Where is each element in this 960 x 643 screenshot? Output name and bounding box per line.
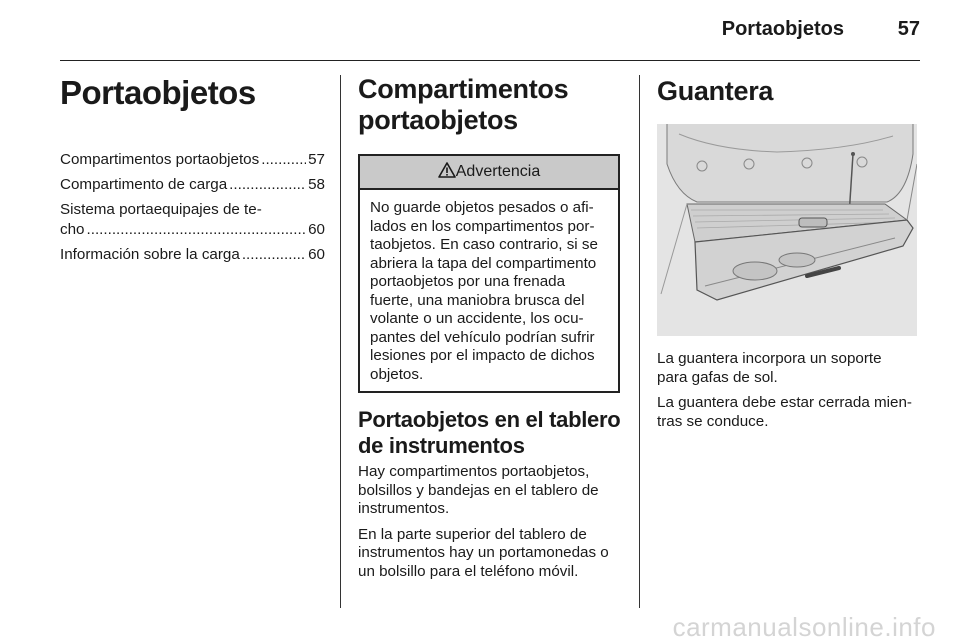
watermark: carmanualsonline.info [672, 612, 936, 642]
toc-entry-label[interactable]: Compartimento de carga [60, 176, 228, 193]
glovebox-drawing [657, 124, 917, 336]
toc-leader-dots [242, 245, 306, 265]
toc-leader-dots [261, 150, 306, 170]
paragraph [657, 350, 922, 387]
text-line: portaobjetos por una frenada [370, 273, 566, 290]
text-line: La guantera debe estar cerrada mien- [657, 394, 912, 411]
toc-entry-label-line1[interactable]: Sistema portaequipajes de te- [60, 201, 262, 218]
subsection-title [358, 407, 638, 459]
toc-entry-page[interactable]: 58 [308, 176, 325, 193]
text-line: un bolsillo para el teléfono móvil. [358, 562, 579, 580]
warning-box [358, 154, 620, 393]
toc-entry[interactable] [60, 175, 325, 195]
warning-header [360, 156, 618, 190]
toc-entry[interactable] [60, 150, 325, 170]
text-line: lados en los compartimentos por- [370, 217, 595, 235]
section-title [358, 74, 638, 136]
chapter-title: Portaobjetos [60, 74, 256, 111]
text-line: Hay compartimentos portaobjetos, [358, 463, 590, 480]
glovebox-illustration [657, 124, 917, 336]
text-line: La guantera incorpora un soporte [657, 350, 882, 367]
toc-entry-label[interactable]: Información sobre la carga [60, 246, 240, 263]
column-compartments [358, 74, 638, 581]
section-title: Guantera [657, 76, 774, 106]
page-header [60, 0, 920, 61]
text-line: bolsillos y bandejas en el tablero de [358, 481, 599, 499]
toc-leader-dots [87, 220, 307, 240]
header-title: Portaobjetos [721, 18, 844, 40]
toc-entry[interactable] [60, 200, 325, 240]
text-line: taobjetos. En caso contrario, si se [370, 236, 598, 253]
warning-text [360, 190, 618, 391]
paragraph [358, 526, 638, 582]
text-line: tras se conduce. [657, 412, 769, 430]
warning-heading: Advertencia [455, 163, 541, 180]
text-line: abriera la tapa del compartimento [370, 254, 597, 272]
text-line: para gafas de sol. [657, 368, 778, 386]
page-number: 57 [897, 18, 920, 40]
column-divider [639, 75, 640, 608]
subsection-title-line: de instrumentos [358, 433, 525, 458]
warning-triangle-icon [438, 162, 456, 178]
subsection-title-line: Portaobjetos en el tablero [358, 407, 621, 432]
section-title-line: Compartimentos [358, 74, 569, 104]
text-line: volante o un accidente, los ocu- [370, 310, 584, 327]
toc-entry-page[interactable]: 60 [308, 221, 325, 238]
text-line: instrumentos hay un portamonedas o [358, 544, 609, 561]
text-line: instrumentos. [358, 500, 450, 517]
column-glovebox [657, 74, 922, 431]
text-line: objetos. [370, 365, 424, 383]
toc-entry[interactable] [60, 245, 325, 265]
text-line: No guarde objetos pesados o afi- [370, 199, 594, 216]
toc-entry-label[interactable]: cho [60, 221, 85, 238]
text-line: pantes del vehículo podrían sufrir [370, 328, 595, 346]
column-divider [340, 75, 341, 608]
text-line: En la parte superior del tablero de [358, 525, 587, 543]
paragraph [358, 463, 638, 519]
toc-leader-dots [229, 175, 306, 195]
paragraph [657, 394, 922, 431]
section-title-line: portaobjetos [358, 105, 518, 135]
text-line: fuerte, una maniobra brusca del [370, 291, 585, 309]
table-of-contents [60, 150, 325, 265]
text-line: lesiones por el impacto de dichos [370, 347, 595, 364]
column-toc [60, 74, 325, 270]
toc-entry-page[interactable]: 60 [308, 246, 325, 263]
toc-entry-label[interactable]: Compartimentos portaobjetos [60, 151, 260, 168]
toc-entry-page[interactable]: 57 [308, 151, 325, 168]
